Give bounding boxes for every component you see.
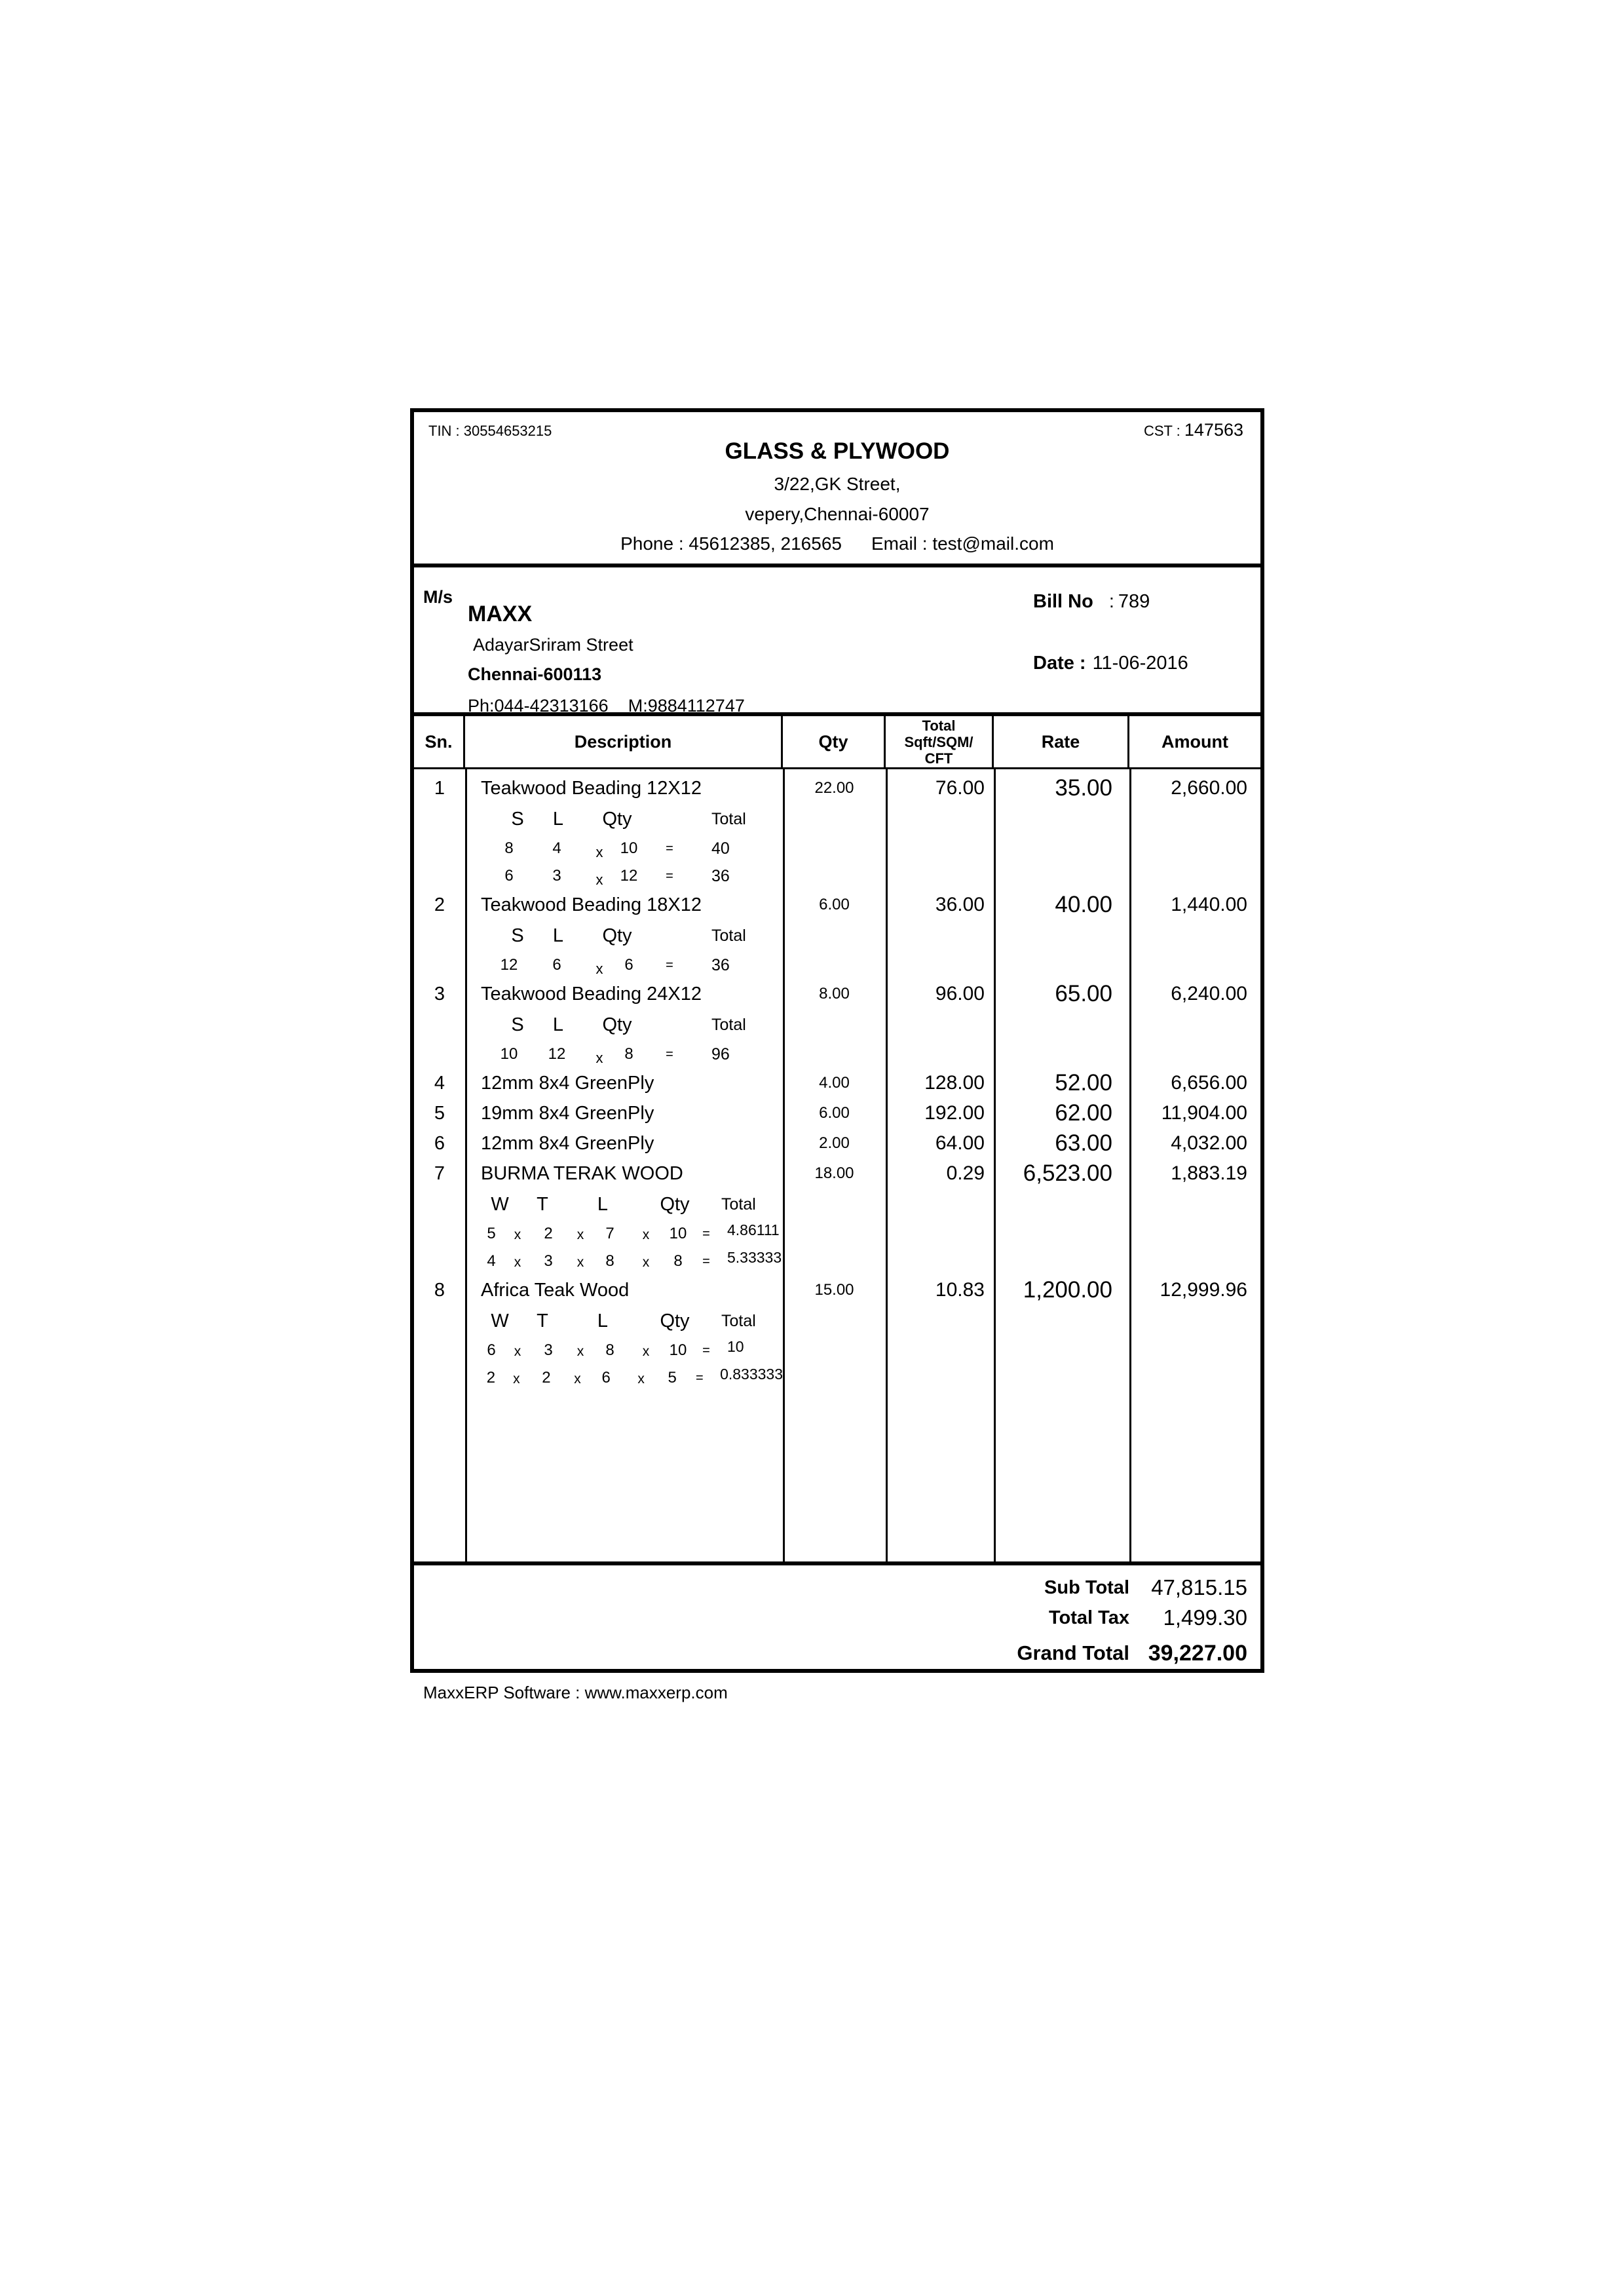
detail-l-value: 6 (601, 1369, 611, 1387)
table-row (414, 1158, 1260, 1189)
multiply-sign: x (576, 1227, 584, 1242)
row-total: 0.29 (946, 1162, 985, 1184)
header-cell-description: Description (465, 716, 783, 767)
table-row (414, 979, 1260, 1009)
row-sn: 7 (434, 1163, 445, 1184)
detail-label-s: S (511, 1014, 524, 1035)
detail-total-value: 4.86111 (727, 1221, 780, 1238)
company-name: GLASS & PLYWOOD (725, 438, 950, 464)
row-description: Teakwood Beading 24X12 (481, 984, 702, 1004)
detail-label-total: Total (721, 1195, 756, 1214)
row-sn: 4 (434, 1073, 445, 1094)
detail-label-l: L (552, 809, 564, 830)
detail-t-value: 2 (544, 1225, 553, 1242)
ms-label: M/s (423, 587, 453, 607)
company-address-line2: vepery,Chennai-60007 (745, 504, 930, 524)
row-total: 192.00 (924, 1102, 985, 1124)
detail-l-value: 4 (552, 839, 561, 857)
row-total: 36.00 (935, 894, 985, 915)
detail-label-qty: Qty (602, 1014, 632, 1035)
row-sn: 6 (434, 1133, 445, 1154)
detail-total-value: 5.33333 (727, 1249, 782, 1266)
customer-mobile: M:9884112747 (628, 696, 745, 716)
detail-l-value: 12 (548, 1045, 566, 1063)
total-tax-label: Total Tax (1049, 1607, 1129, 1628)
detail-s-value: 8 (504, 839, 514, 857)
detail-qty-value: 5 (668, 1369, 677, 1387)
grand-total-row (414, 1640, 1260, 1666)
table-row (414, 1128, 1260, 1158)
multiply-sign: x (642, 1344, 650, 1359)
row-amount: 11,904.00 (1161, 1102, 1247, 1124)
row-detail-header (465, 803, 783, 835)
bill-date-label: Date : (1033, 653, 1086, 674)
table-row (414, 773, 1260, 803)
detail-total-value: 40 (711, 839, 730, 858)
row-rate: 62.00 (1055, 1100, 1112, 1126)
row-detail-header (465, 1305, 783, 1337)
detail-label-qty: Qty (660, 1311, 690, 1331)
row-description: 12mm 8x4 GreenPly (481, 1073, 654, 1094)
row-description: BURMA TERAK WOOD (481, 1163, 683, 1184)
cst-value: 147563 (1184, 420, 1243, 440)
tin-number: TIN : 30554653215 (428, 423, 552, 439)
grand-total-value: 39,227.00 (1148, 1641, 1247, 1666)
detail-label-w: W (491, 1194, 509, 1215)
detail-label-l: L (597, 1311, 609, 1331)
row-amount: 1,440.00 (1171, 894, 1247, 915)
multiply-sign: x (595, 844, 603, 860)
header-cell-total-lines (904, 718, 973, 767)
detail-label-t: T (537, 1194, 548, 1215)
customer-street: AdayarSriram Street (473, 635, 633, 655)
row-amount: 1,883.19 (1171, 1162, 1247, 1184)
row-amount: 4,032.00 (1171, 1132, 1247, 1154)
detail-s-value: 6 (504, 867, 514, 885)
bill-date-row (1033, 653, 1188, 674)
header-cell-amount: Amount (1161, 731, 1228, 752)
customer-phone: Ph:044-42313166 (468, 696, 609, 716)
multiply-sign: x (595, 961, 603, 977)
total-tax-value: 1,499.30 (1163, 1605, 1247, 1630)
subtotal-row (414, 1575, 1260, 1601)
row-total: 64.00 (935, 1132, 985, 1154)
detail-t-value: 3 (544, 1341, 553, 1359)
detail-qty-value: 10 (620, 839, 638, 857)
row-sn: 1 (434, 778, 445, 799)
multiply-sign: x (574, 1371, 581, 1387)
row-description: Teakwood Beading 12X12 (481, 778, 702, 799)
multiply-sign: x (637, 1371, 645, 1387)
table-row (414, 1275, 1260, 1305)
customer-name: MAXX (468, 602, 533, 626)
table-row (414, 890, 1260, 920)
row-qty: 6.00 (819, 1104, 850, 1122)
row-total: 96.00 (935, 983, 985, 1004)
detail-s-value: 10 (500, 1045, 518, 1063)
row-rate: 63.00 (1055, 1130, 1112, 1156)
detail-label-s: S (511, 925, 524, 946)
detail-label-total: Total (721, 1312, 756, 1330)
detail-label-qty: Qty (602, 925, 632, 946)
row-detail-line (465, 1248, 783, 1275)
detail-label-s: S (511, 809, 524, 830)
detail-w-value: 6 (487, 1341, 496, 1359)
header-total-line2: Sqft/SQM/ (904, 733, 973, 750)
detail-total-value: 96 (711, 1045, 730, 1063)
table-rows (414, 769, 1260, 1392)
detail-l-value: 8 (605, 1341, 614, 1359)
row-qty: 6.00 (819, 896, 850, 913)
equals-sign: = (666, 958, 673, 972)
row-qty: 18.00 (814, 1164, 854, 1182)
row-detail-line (465, 1364, 783, 1392)
row-detail-line (465, 1041, 783, 1068)
row-qty: 2.00 (819, 1134, 850, 1152)
detail-total-value: 36 (711, 867, 730, 885)
customer-section (414, 567, 1260, 716)
row-description: Teakwood Beading 18X12 (481, 894, 702, 915)
detail-qty-value: 6 (624, 956, 633, 974)
detail-label-total: Total (711, 927, 746, 945)
company-phone: Phone : 45612385, 216565 (620, 533, 842, 554)
row-amount: 6,656.00 (1171, 1072, 1247, 1094)
row-detail-line (465, 862, 783, 890)
row-rate: 40.00 (1055, 892, 1112, 917)
row-sn: 8 (434, 1280, 445, 1301)
detail-label-l: L (597, 1194, 609, 1215)
bill-number-colon: : (1108, 591, 1114, 612)
detail-t-value: 2 (542, 1369, 551, 1387)
invoice-document (410, 408, 1264, 1673)
row-detail-header (465, 1189, 783, 1220)
row-sn: 3 (434, 984, 445, 1004)
multiply-sign: x (514, 1344, 521, 1359)
totals-section (414, 1565, 1260, 1669)
row-detail-header (465, 1009, 783, 1041)
detail-qty-value: 12 (620, 867, 638, 885)
multiply-sign: x (576, 1344, 584, 1359)
company-email: Email : test@mail.com (871, 533, 1054, 554)
detail-l-value: 6 (552, 956, 561, 974)
multiply-sign: x (513, 1371, 520, 1387)
bill-date-value: 11-06-2016 (1092, 653, 1188, 674)
header-total-line3: CFT (924, 750, 953, 767)
detail-w-value: 2 (486, 1369, 496, 1387)
customer-city: Chennai-600113 (468, 664, 602, 684)
detail-qty-value: 10 (669, 1341, 687, 1359)
multiply-sign: x (595, 1050, 603, 1066)
equals-sign: = (702, 1254, 710, 1269)
table-row (414, 1068, 1260, 1098)
header-cell-qty: Qty (783, 716, 886, 767)
detail-qty-value: 10 (669, 1225, 687, 1242)
detail-label-w: W (491, 1311, 509, 1331)
table-body (414, 769, 1260, 1565)
detail-label-qty: Qty (602, 809, 632, 830)
multiply-sign: x (576, 1255, 584, 1270)
cst-number (1144, 420, 1243, 440)
software-credit-line: MaxxERP Software : www.maxxerp.com (423, 1683, 728, 1702)
bill-number-label: Bill No (1033, 591, 1093, 612)
row-qty: 4.00 (819, 1074, 850, 1092)
header-total-line1: Total (922, 717, 956, 734)
row-rate: 1,200.00 (1023, 1277, 1112, 1303)
row-description: 19mm 8x4 GreenPly (481, 1103, 654, 1124)
row-qty: 8.00 (819, 985, 850, 1003)
multiply-sign: x (514, 1255, 521, 1270)
detail-t-value: 3 (544, 1252, 553, 1270)
detail-total-value: 36 (711, 956, 730, 974)
detail-label-qty: Qty (660, 1194, 690, 1215)
row-rate: 35.00 (1055, 775, 1112, 801)
customer-phone-line (468, 696, 745, 716)
detail-total-value: 0.833333 (720, 1366, 783, 1383)
bill-number-value: 789 (1118, 591, 1150, 612)
detail-l-value: 8 (605, 1252, 614, 1270)
detail-l-value: 3 (552, 867, 561, 885)
row-amount: 6,240.00 (1171, 983, 1247, 1004)
equals-sign: = (702, 1343, 710, 1358)
equals-sign: = (666, 1047, 673, 1062)
bill-number-row (1033, 591, 1150, 613)
row-sn: 5 (434, 1103, 445, 1124)
multiply-sign: x (595, 871, 603, 888)
row-amount: 12,999.96 (1160, 1279, 1247, 1301)
table-row (414, 1098, 1260, 1128)
row-amount: 2,660.00 (1171, 777, 1247, 799)
equals-sign: = (702, 1227, 710, 1241)
header-cell-total (886, 716, 994, 767)
detail-label-total: Total (711, 810, 746, 828)
subtotal-value: 47,815.15 (1151, 1575, 1247, 1599)
equals-sign: = (696, 1371, 704, 1385)
header-cell-rate: Rate (994, 716, 1129, 767)
equals-sign: = (666, 869, 673, 883)
detail-w-value: 5 (487, 1225, 496, 1242)
detail-s-value: 12 (500, 956, 518, 974)
header-cell-sn: Sn. (414, 716, 465, 767)
row-total: 76.00 (935, 777, 985, 799)
row-sn: 2 (434, 894, 445, 915)
row-description: 12mm 8x4 GreenPly (481, 1133, 654, 1154)
row-detail-line (465, 835, 783, 862)
company-contact-line (414, 533, 1260, 554)
total-tax-row (414, 1605, 1260, 1631)
multiply-sign: x (514, 1227, 521, 1242)
row-description: Africa Teak Wood (481, 1280, 630, 1301)
row-qty: 15.00 (814, 1281, 854, 1299)
detail-label-l: L (552, 1014, 564, 1035)
detail-label-total: Total (711, 1016, 746, 1034)
row-detail-header (465, 920, 783, 951)
detail-qty-value: 8 (624, 1045, 633, 1063)
cst-label: CST : (1143, 423, 1180, 439)
grand-total-label: Grand Total (1017, 1641, 1129, 1664)
row-detail-line (465, 951, 783, 979)
row-total: 128.00 (924, 1072, 985, 1094)
detail-label-l: L (552, 925, 564, 946)
detail-l-value: 7 (605, 1225, 614, 1242)
equals-sign: = (666, 841, 673, 856)
multiply-sign: x (642, 1227, 650, 1242)
row-qty: 22.00 (814, 779, 854, 797)
company-address-line1: 3/22,GK Street, (774, 474, 901, 494)
multiply-sign: x (642, 1255, 650, 1270)
detail-w-value: 4 (487, 1252, 496, 1270)
row-rate: 52.00 (1055, 1070, 1112, 1096)
row-rate: 6,523.00 (1023, 1160, 1112, 1186)
row-rate: 65.00 (1055, 981, 1112, 1006)
detail-qty-value: 8 (673, 1252, 683, 1270)
detail-total-value: 10 (727, 1338, 744, 1355)
table-header (414, 716, 1260, 769)
subtotal-label: Sub Total (1044, 1577, 1129, 1598)
row-total: 10.83 (935, 1279, 985, 1301)
company-header (414, 412, 1260, 567)
detail-label-t: T (537, 1311, 548, 1331)
